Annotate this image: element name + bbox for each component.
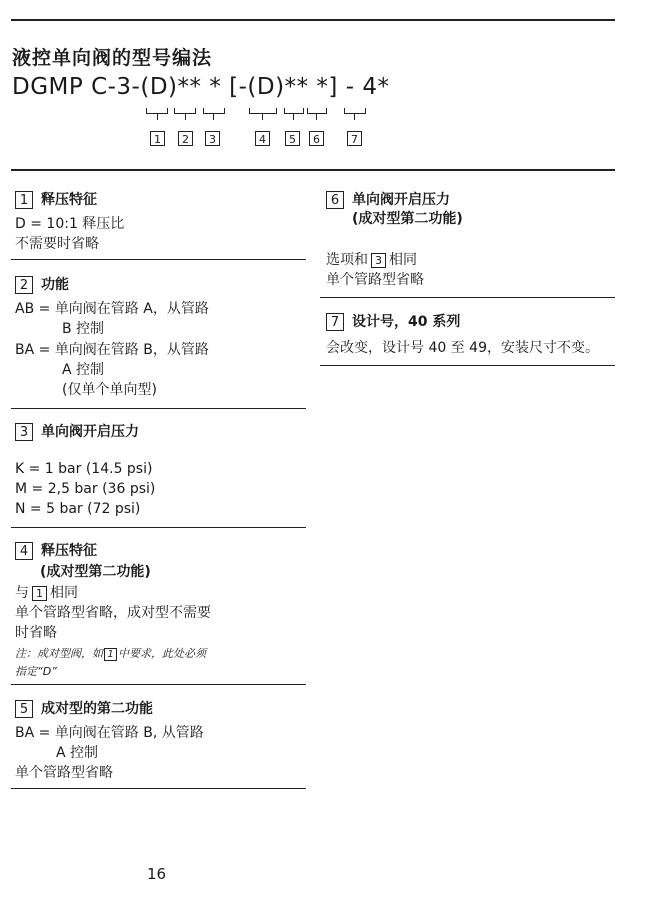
section-3-line-2: M = 2,5 bar (36 psi)	[15, 481, 156, 497]
section-6-line-1: 单个管路型省略	[326, 272, 424, 288]
section-1-number: 1	[15, 191, 33, 209]
page-number: 16	[147, 865, 167, 883]
section-4-number: 4	[15, 542, 33, 560]
section-1-rule	[11, 259, 306, 260]
section-6-same-as	[326, 249, 417, 269]
section-1-line-2: 不需要时省略	[15, 236, 99, 252]
bracket-stem-3	[213, 114, 214, 120]
section-4-heading	[15, 540, 97, 560]
model-part-stars1: **	[177, 74, 202, 100]
section-4-note-line-2: 指定“D”	[15, 665, 57, 678]
section-4-rule	[11, 684, 306, 685]
section-2-line-5: (仅单个单向型)	[62, 382, 157, 398]
field-num-6: 6	[309, 131, 324, 146]
page-title: 液控单向阀的型号编法	[12, 47, 213, 69]
section-5-title: 成对型的第二功能	[41, 701, 153, 717]
section-5-heading	[15, 698, 153, 718]
model-part-d2: [-(D)	[229, 74, 285, 100]
section-4-note	[15, 645, 206, 661]
section-4-same-ref: 1	[32, 586, 47, 601]
section-2-line-3: BA = 单向阀在管路 B，从管路	[15, 342, 209, 358]
bracket-stem-7	[354, 114, 355, 120]
section-2-rule	[11, 408, 306, 409]
model-part-dash: -	[345, 74, 355, 100]
model-part-dash3: -3-	[107, 74, 141, 100]
field-num-5: 5	[285, 131, 300, 146]
section-6-title: 单向阀开启压力	[352, 192, 450, 208]
section-5-number: 5	[15, 700, 33, 718]
section-4-line-2: 时省略	[15, 625, 57, 641]
section-6-rule	[320, 297, 615, 298]
section-1-title: 释压特征	[41, 192, 97, 208]
section-4-same-prefix: 与	[15, 585, 29, 601]
section-6-same-ref: 3	[371, 253, 386, 268]
section-2-number: 2	[15, 276, 33, 294]
section-7-heading	[326, 311, 460, 331]
field-num-1: 1	[150, 131, 165, 146]
model-code	[12, 74, 389, 100]
section-6-subtitle: (成对型第二功能)	[352, 211, 463, 227]
section-5-line-3: 单个管路型省略	[15, 765, 113, 781]
bracket-6	[307, 108, 327, 114]
bracket-7	[344, 108, 366, 114]
section-3-rule	[11, 527, 306, 528]
section-4-note-prefix: 注：成对型阀，如	[15, 647, 103, 660]
model-part-star4: *]	[316, 74, 338, 100]
section-4-same-as	[15, 582, 78, 602]
bracket-stem-1	[157, 114, 158, 120]
header-bottom-rule	[11, 169, 615, 171]
model-part-d: (D)	[140, 74, 178, 100]
section-4-note-suffix: 中要求，此处必须	[118, 647, 206, 660]
top-rule	[11, 19, 615, 21]
section-7-rule	[320, 365, 615, 366]
section-5-line-1: BA = 单向阀在管路 B, 从管路	[15, 725, 204, 741]
bracket-stem-6	[316, 114, 317, 120]
section-7-line-1: 会改变，设计号 40 至 49，安装尺寸不变。	[326, 340, 599, 356]
section-7-number: 7	[326, 313, 344, 331]
section-2-heading	[15, 274, 69, 294]
section-3-heading	[15, 421, 139, 441]
bracket-stem-4	[262, 114, 263, 120]
section-3-number: 3	[15, 423, 33, 441]
section-6-heading	[326, 189, 450, 209]
bracket-3	[203, 108, 225, 114]
model-part-dgmp: DGMP	[12, 74, 84, 100]
section-6-number: 6	[326, 191, 344, 209]
model-part-stars3: **	[284, 74, 309, 100]
section-3-line-3: N = 5 bar (72 psi)	[15, 501, 141, 517]
section-4-same-suffix: 相同	[50, 585, 78, 601]
field-num-7: 7	[347, 131, 362, 146]
bracket-4	[249, 108, 277, 114]
section-2-title: 功能	[41, 277, 69, 293]
section-2-line-2: B 控制	[62, 321, 105, 337]
section-1-line-1: D = 10:1 释压比	[15, 216, 125, 232]
bracket-stem-2	[185, 114, 186, 120]
section-5-line-2: A 控制	[56, 745, 99, 761]
bracket-stem-5	[293, 114, 294, 120]
section-4-subtitle: (成对型第二功能)	[40, 564, 151, 580]
section-6-same-prefix: 选项和	[326, 252, 368, 268]
section-4-note-ref: 1	[104, 648, 117, 661]
section-5-rule	[11, 788, 306, 789]
bracket-5	[284, 108, 304, 114]
model-part-star2: *	[209, 74, 222, 100]
section-4-line-1: 单个管路型省略，成对型不需要	[15, 605, 211, 621]
section-6-same-suffix: 相同	[389, 252, 417, 268]
section-3-title: 单向阀开启压力	[41, 424, 139, 440]
model-part-c: C	[91, 74, 108, 100]
field-num-4: 4	[255, 131, 270, 146]
section-1-heading	[15, 189, 97, 209]
section-2-line-1: AB = 单向阀在管路 A，从管路	[15, 301, 209, 317]
section-7-title: 设计号，40 系列	[352, 314, 461, 330]
field-num-2: 2	[178, 131, 193, 146]
section-2-line-4: A 控制	[62, 362, 105, 378]
section-4-title: 释压特征	[41, 543, 97, 559]
section-3-line-1: K = 1 bar (14.5 psi)	[15, 461, 153, 477]
field-num-3: 3	[205, 131, 220, 146]
model-part-4star: 4*	[362, 74, 390, 100]
